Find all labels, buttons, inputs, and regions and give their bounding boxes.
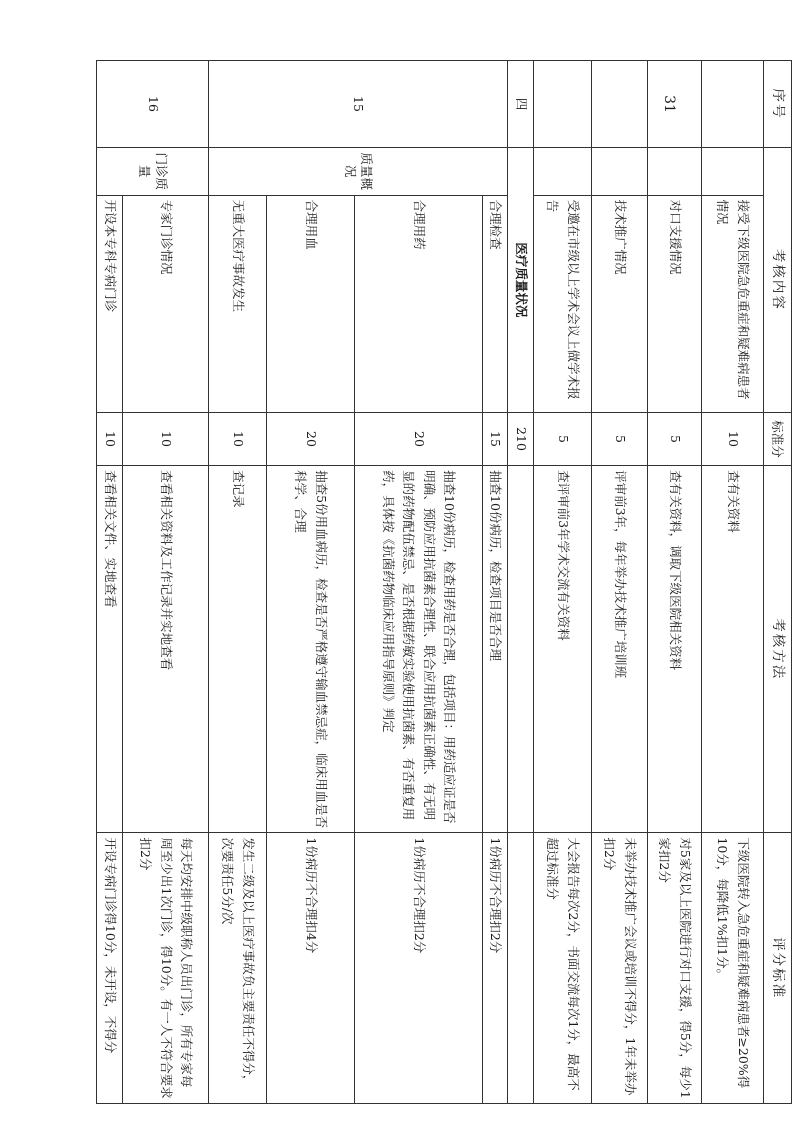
rotated-table-container xyxy=(88,60,792,1104)
method-cell: 抽查10份病历，检查项目是否合理 xyxy=(482,466,508,833)
seq-cell xyxy=(648,61,702,148)
table-row xyxy=(354,61,482,1104)
method-cell xyxy=(508,466,534,833)
item-15-label: 质量概况 xyxy=(208,147,508,195)
content-cell: 对口支援情况 xyxy=(648,195,702,412)
sub-cell xyxy=(592,147,648,195)
criteria-cell: 未举办技术推广会议或培训不得分，1年未举办扣2分 xyxy=(592,833,648,1104)
method-cell: 查记录 xyxy=(208,466,266,833)
table-row xyxy=(592,61,648,1104)
header-row xyxy=(764,61,792,1104)
score-cell: 15 xyxy=(482,412,508,465)
table-row xyxy=(648,61,702,1104)
method-cell: 查有关资料，调取下级医院相关资料 xyxy=(648,466,702,833)
content-cell: 接受下级医院急危重症和疑难病患者情况 xyxy=(702,195,764,412)
method-cell: 查有关资料 xyxy=(702,466,764,833)
criteria-cell: 每天均安排中级职称人员出门诊，所有专家每周至少出1次门诊，得10分。有一人不符合要求扣2分 xyxy=(122,833,208,1104)
page-number: 31 xyxy=(660,95,677,113)
score-cell: 10 xyxy=(122,412,208,465)
criteria-cell: 1份病历不合理扣2分 xyxy=(482,833,508,1104)
content-cell: 专家门诊情况 xyxy=(122,195,208,412)
content-cell: 合理用血 xyxy=(266,195,354,412)
content-cell: 无重大医疗事故发生 xyxy=(208,195,266,412)
score-cell: 10 xyxy=(97,412,123,465)
seq-cell xyxy=(534,61,592,148)
criteria-cell: 1份病历不合理扣2分 xyxy=(354,833,482,1104)
table-row xyxy=(702,61,764,1104)
content-cell: 技术推广情况 xyxy=(592,195,648,412)
sub-cell xyxy=(648,147,702,195)
method-cell: 查看相关资料及工作记录并实地查看 xyxy=(122,466,208,833)
criteria-cell: 开设专病门诊得10分，未开设，不得分 xyxy=(97,833,123,1104)
criteria-cell: 发生二级及以上医疗事故负主要责任不得分，次要责任5分/次 xyxy=(208,833,266,1104)
table-row xyxy=(122,61,208,1104)
score-cell: 5 xyxy=(648,412,702,465)
method-cell: 查评审前3年学术交流有关资料 xyxy=(534,466,592,833)
method-cell: 评审前3年，每年举办技术推广培训班 xyxy=(592,466,648,833)
table-row xyxy=(97,61,123,1104)
criteria-cell xyxy=(508,833,534,1104)
score-cell: 5 xyxy=(534,412,592,465)
header-score: 标准分 xyxy=(764,412,792,465)
content-cell: 受邀在市级以上学术会议上做学术报告 xyxy=(534,195,592,412)
sub-cell xyxy=(534,147,592,195)
section-title: 医疗质量状况 xyxy=(508,147,534,412)
section-row xyxy=(508,61,534,1104)
score-cell: 20 xyxy=(354,412,482,465)
method-cell: 查看相关文件、实地查看 xyxy=(97,466,123,833)
sub-cell xyxy=(702,147,764,195)
assessment-table xyxy=(96,60,792,1104)
table-row xyxy=(534,61,592,1104)
item-16-label: 门诊质量 xyxy=(97,147,209,195)
item-16-seq: 16 xyxy=(97,61,209,148)
table-row xyxy=(208,61,266,1104)
criteria-cell: 1份病历不合理扣4分 xyxy=(266,833,354,1104)
seq-cell xyxy=(592,61,648,148)
method-cell: 抽查5份用血病历，检查是否严格遵守输血禁忌症，临床用血是否科学、合理 xyxy=(266,466,354,833)
header-criteria: 评分标准 xyxy=(764,833,792,1104)
score-cell: 10 xyxy=(702,412,764,465)
table-row xyxy=(266,61,354,1104)
content-cell: 合理检查 xyxy=(482,195,508,412)
score-cell: 20 xyxy=(266,412,354,465)
score-cell: 5 xyxy=(592,412,648,465)
content-cell: 合理用药 xyxy=(354,195,482,412)
criteria-cell: 对5家及以上医院进行对口支援，得5分，每少1家扣2分 xyxy=(648,833,702,1104)
header-content: 考核内容 xyxy=(764,147,792,412)
score-cell: 10 xyxy=(208,412,266,465)
header-seq: 序号 xyxy=(764,61,792,148)
section-seq: 四 xyxy=(508,61,534,148)
content-cell: 开设本专科专病门诊 xyxy=(97,195,123,412)
item-15-seq: 15 xyxy=(208,61,508,148)
table-row xyxy=(482,61,508,1104)
header-method: 考核方法 xyxy=(764,466,792,833)
criteria-cell: 大会报告每次2分，书面交流每次1分，最高不超过标准分 xyxy=(534,833,592,1104)
seq-cell xyxy=(702,61,764,148)
section-score: 210 xyxy=(508,412,534,465)
criteria-cell: 下级医院转入急危重症和疑难病患者≥20%得10分，每降低1%扣1分。 xyxy=(702,833,764,1104)
method-cell: 抽查10份病历，检查用药是否合理，包括项目：用药适应证是否明确、预防应用抗菌素合理性、联合应用抗菌素正确性、有无明显的药物配伍禁忌、是否根据药敏实验使用抗菌素、有否重复用药，具体按《抗菌药物临床应用指导原则》判定 xyxy=(354,466,482,833)
